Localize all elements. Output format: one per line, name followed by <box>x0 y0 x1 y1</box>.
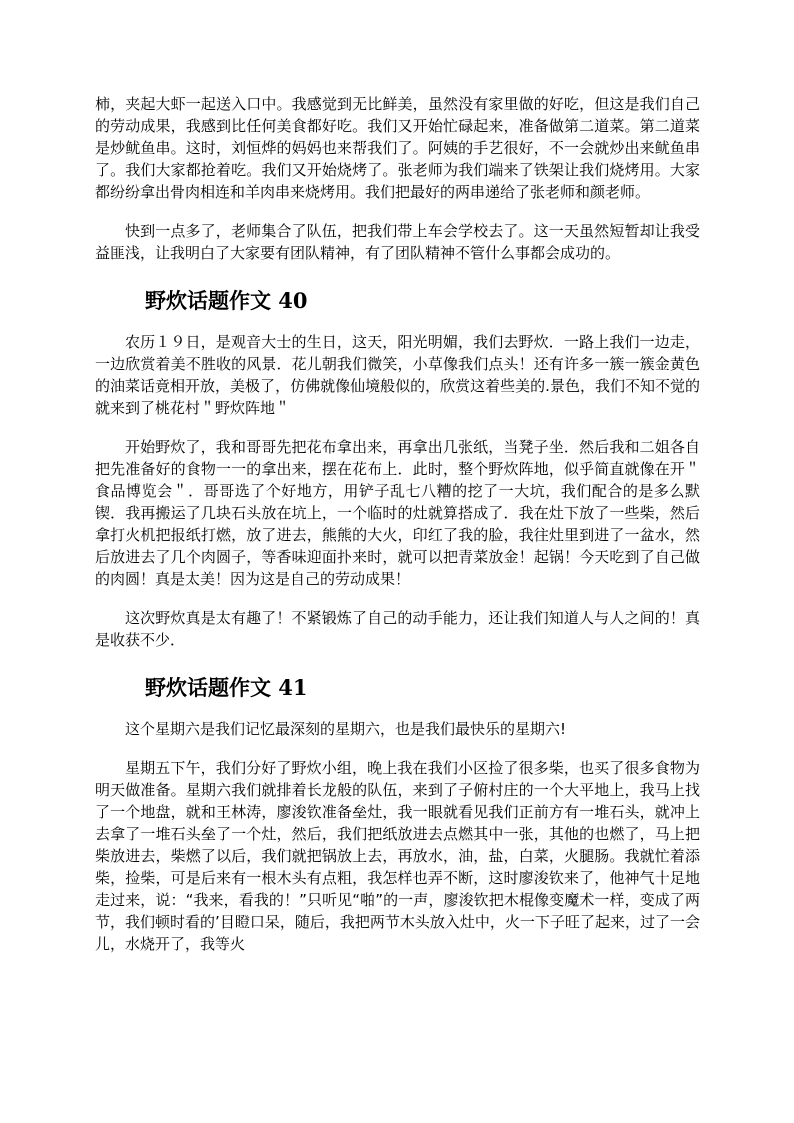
paragraph: 星期五下午，我们分好了野炊小组，晚上我在我们小区捡了很多柴，也买了很多食物为明天做准备。星期六我们就排着长龙般的队伍，来到了子俯村庄的一个大平地上，我马上找了一个地盘，就和王林涛，廖浚钦准备垒灶，我一眼就看见我们正前方有一堆石头，就冲上去拿了一堆石头垒了一个灶，然后，我们把纸放进去点燃其中一张，其他的也燃了，马上把柴放进去，柴燃了以后，我们就把锅放上去，再放水，油，盐，白菜，火腿肠。我就忙着添柴，捡柴，可是后来有一根木头有点粗，我怎样也弄不断，这时廖浚钦来了，他神气十足地走过来，说：“我来，看我的！”只听见“啪”的一声，廖浚钦把木棍像变魔术一样，变成了两节，我们顿时看的’目瞪口呆，随后，我把两节木头放入灶中，火一下子旺了起来，过了一会儿，水烧开了，我等火 <box>95 759 700 953</box>
document-page <box>95 93 700 955</box>
paragraph: 农历１９日，是观音大士的生日，这天，阳光明媚，我们去野炊．一路上我们一边走，一边欣赏着美不胜收的风景．花儿朝我们微笑，小草像我们点头！还有许多一簇一簇金黄色的油菜话竟相开放，美极了，仿佛就像仙境般似的，欣赏这着些美的.景色，我们不知不觉的就来到了桃花村＂野炊阵地＂ <box>95 333 700 417</box>
paragraph: 快到一点多了，老师集合了队伍，把我们带上车会学校去了。这一天虽然短暂却让我受益匪浅，让我明白了大家要有团队精神，有了团队精神不管什么事都会成功的。 <box>95 222 700 262</box>
paragraph: 柿，夹起大虾一起送入口中。我感觉到无比鲜美，虽然没有家里做的好吃，但这是我们自己的劳动成果，我感到比任何美食都好吃。我们又开始忙碌起来，准备做第二道菜。第二道菜是炒鱿鱼串。这时，刘恒烨的妈妈也来帮我们了。阿姨的手艺很好，不一会就炒出来鱿鱼串了。我们大家都抢着吃。我们又开始烧烤了。张老师为我们端来了铁架让我们烧烤用。大家都纷纷拿出骨肉相连和羊肉串来烧烤用。我们把最好的两串递给了张老师和颜老师。 <box>95 95 700 201</box>
paragraph: 这个星期六是我们记忆最深刻的星期六，也是我们最快乐的星期六! <box>125 720 567 738</box>
paragraph: 开始野炊了，我和哥哥先把花布拿出来，再拿出几张纸，当凳子坐．然后我和二姐各自把先准备好的食物一一的拿出来，摆在花布上．此时，整个野炊阵地，似乎简直就像在开＂食品博览会＂．哥哥选了个好地方，用铲子乱七八糟的挖了一大坑，我们配合的是多么默锲．我再搬运了几块石头放在坑上，一个临时的灶就算搭成了．我在灶下放了一些柴，然后拿打火机把报纸打燃，放了进去，熊熊的大火，印红了我的脸，我往灶里到进了一盆水，然后放进去了几个肉圆子，等香味迎面扑来时，就可以把青菜放金！起锅！今天吃到了自己做的肉圆！真是太美！因为这是自己的劳动成果！ <box>95 438 700 588</box>
paragraph: 这次野炊真是太有趣了！不紧锻炼了自己的动手能力，还让我们知道人与人之间的！真是收获不少． <box>95 609 700 649</box>
section-title: 野炊话题作文 40 <box>145 288 308 313</box>
section-title: 野炊话题作文 41 <box>145 675 308 700</box>
